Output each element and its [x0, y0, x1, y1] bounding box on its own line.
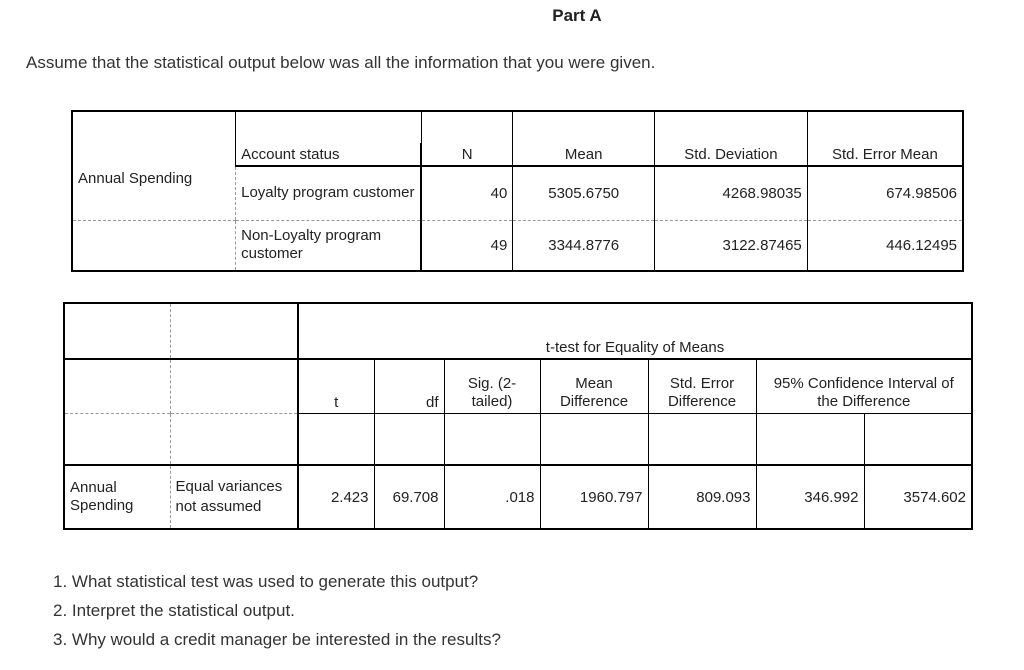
cell-std-error: 446.12495	[886, 236, 957, 254]
cell-std-error-difference: 809.093	[648, 465, 756, 529]
header-std-deviation: Std. Deviation	[655, 143, 808, 165]
cell-mean-difference: 1960.797	[540, 465, 648, 529]
header-sig: Sig. (2-tailed)	[444, 359, 540, 413]
cell-std-error: 674.98506	[807, 166, 963, 221]
cell-df: 69.708	[374, 465, 444, 529]
header-confidence-interval: 95% Confidence Interval of the Difference	[756, 359, 972, 413]
page-title: Part A	[552, 6, 602, 25]
t-test-table	[63, 302, 973, 530]
table-row	[72, 111, 963, 143]
row-label-annual-spending: Annual Spending	[64, 465, 170, 529]
status-non-loyalty: Non-Loyalty program customer	[236, 220, 422, 271]
group-statistics-table	[71, 110, 964, 272]
header-mean-difference: Mean Difference	[540, 359, 648, 413]
cell-n: 40	[421, 166, 513, 221]
table-row	[64, 465, 972, 529]
table-row	[64, 413, 972, 465]
table-header-row	[64, 359, 972, 413]
header-mean: Mean	[513, 143, 655, 165]
cell-ci-upper: 3574.602	[864, 465, 972, 529]
row-label-annual-spending: Annual Spending	[72, 166, 236, 221]
cell-std-deviation: 3122.87465	[655, 220, 808, 271]
table-row	[72, 220, 963, 271]
header-n: N	[421, 143, 513, 165]
cell-mean: 3344.8776	[513, 220, 655, 271]
header-std-error-difference: Std. Error Difference	[648, 359, 756, 413]
question-list	[53, 569, 501, 656]
intro-text: Assume that the statistical output below was all the information that you were given.	[26, 53, 656, 72]
table-row	[72, 166, 963, 221]
header-df: df	[374, 359, 444, 413]
header-t-test-equality: t-test for Equality of Means	[545, 339, 725, 356]
status-loyalty: Loyalty program customer	[236, 166, 422, 221]
list-item: 1. What statistical test was used to generate this output?	[53, 572, 479, 591]
cell-sig: .018	[444, 465, 540, 529]
cell-mean: 5305.6750	[513, 166, 655, 221]
list-item: 2. Interpret the statistical output.	[53, 601, 295, 620]
list-item: 3. Why would a credit manager be interested in the results?	[53, 630, 501, 649]
header-account-status: Account status	[236, 143, 422, 165]
table-header-row	[64, 303, 972, 359]
header-t: t	[298, 359, 374, 413]
header-std-error-mean: Std. Error Mean	[807, 143, 963, 165]
cell-t: 2.423	[298, 465, 374, 529]
cell-ci-lower: 346.992	[756, 465, 864, 529]
table-header-row	[72, 143, 963, 165]
cell-std-deviation: 4268.98035	[655, 166, 808, 221]
assumption-label: Equal variances not assumed	[170, 465, 298, 529]
cell-n: 49	[421, 220, 513, 271]
